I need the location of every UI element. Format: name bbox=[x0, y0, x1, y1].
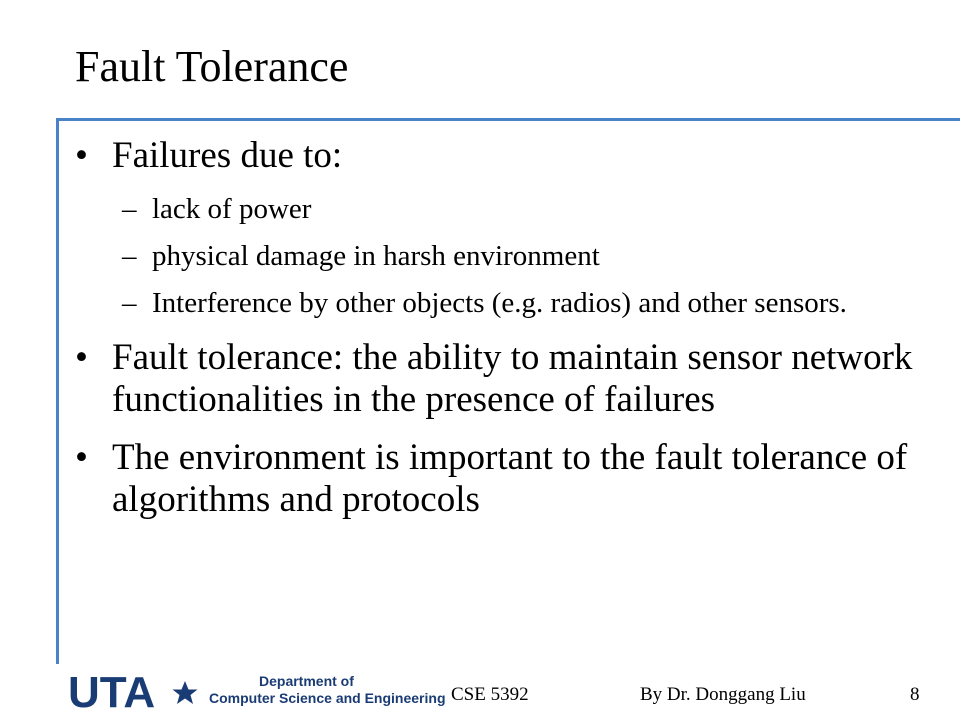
dash-marker: – bbox=[122, 240, 137, 272]
bullet-marker: • bbox=[75, 337, 88, 378]
bullet-text: The environment is important to the fault tolerance of algorithms and protocols bbox=[112, 437, 908, 520]
left-divider bbox=[56, 118, 59, 664]
footer-author: By Dr. Donggang Liu bbox=[640, 684, 806, 705]
page-number: 8 bbox=[910, 684, 920, 705]
sub-bullet-1 bbox=[60, 191, 950, 227]
star-icon bbox=[173, 681, 198, 704]
bullet-marker: • bbox=[75, 135, 88, 176]
sub-bullet-text: lack of power bbox=[152, 193, 312, 225]
bullet-text: Fault tolerance: the ability to maintain sensor network functionalities in the presence of failures bbox=[112, 337, 913, 420]
footer-course: CSE 5392 bbox=[451, 684, 529, 705]
title-divider bbox=[56, 118, 960, 121]
uta-logo bbox=[68, 672, 204, 717]
bullet-3 bbox=[60, 437, 950, 521]
bullet-2 bbox=[60, 337, 950, 421]
bullet-text: Failures due to: bbox=[112, 135, 343, 176]
dept-line-2: Computer Science and Engineering bbox=[209, 690, 446, 706]
dash-marker: – bbox=[122, 287, 137, 319]
logo-letters: UTA bbox=[68, 672, 156, 712]
slide-content bbox=[60, 135, 950, 521]
bullet-marker: • bbox=[75, 437, 88, 478]
bullet-1 bbox=[60, 135, 950, 177]
sub-bullet-text: physical damage in harsh environment bbox=[152, 240, 600, 272]
sub-bullet-3 bbox=[60, 285, 950, 321]
department-name bbox=[209, 673, 446, 707]
sub-bullet-2 bbox=[60, 238, 950, 274]
sub-bullet-text: Interference by other objects (e.g. radios) and other sensors. bbox=[152, 287, 847, 319]
slide-title: Fault Tolerance bbox=[75, 42, 349, 91]
dept-line-1: Department of bbox=[259, 673, 354, 689]
dash-marker: – bbox=[122, 193, 137, 225]
